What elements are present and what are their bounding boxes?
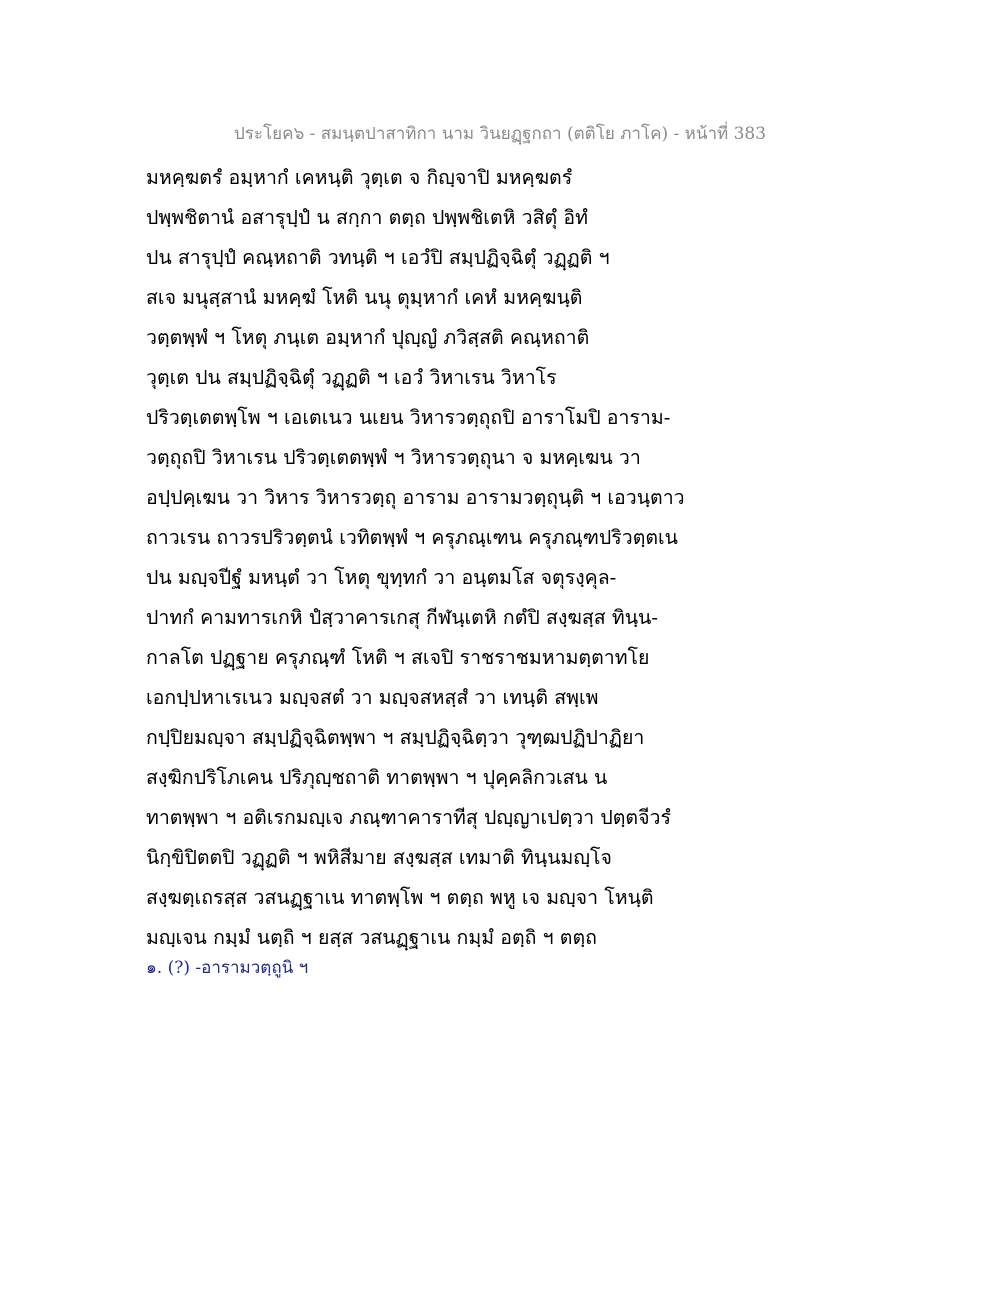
text-line: วตฺตพฺพํ ฯ โหตุ ภนฺเต อมฺหากํ ปุญฺญํ ภวิสฺสติ คณฺหถาติ	[146, 326, 590, 349]
text-line: กปฺปิยมญฺจา สมฺปฏิจฺฉิตพฺพา ฯ สมฺปฏิจฺฉิตฺวา วุฑฺฒปฏิปาฏิยา	[146, 726, 645, 749]
text-line: วุตฺเต ปน สมฺปฏิจฺฉิตุํ วฏฺฏติ ฯ เอวํ วิหาเรน วิหาโร	[146, 366, 557, 389]
text-line: ปน สารุปฺปํ คณฺหถาติ วทนฺติ ฯ เอวํปิ สมฺปฏิจฺฉิตุํ วฏฺฏติ ฯ	[146, 246, 610, 269]
body-text	[146, 158, 746, 958]
text-line: วตฺถุถปิ วิหาเรน ปริวตฺเตตพฺพํ ฯ วิหารวตฺถุนา จ มหคฺเฆน วา	[146, 446, 641, 469]
text-line: ทาตพฺพา ฯ อติเรกมญฺเจ ภณฺฑาคาราทีสุ ปญฺญาเปตฺวา ปตฺตจีวรํ	[146, 806, 671, 829]
text-line: ปน มญฺจปีฐํ มหนฺตํ วา โหตุ ขุทฺทกํ วา อนฺตมโส จตุรงฺคุล-	[146, 566, 617, 589]
text-line: กาลโต ปฏฺฐาย ครุภณฺฑํ โหติ ฯ สเจปิ ราชราชมหามตฺตาทโย	[146, 646, 650, 669]
text-line: สงฺฆิกปริโภเคน ปริภุญฺชถาติ ทาตพฺพา ฯ ปุคฺคลิกวเสน น	[146, 766, 608, 789]
footnote: ๑. (?) -อารามวตฺถูนิ ฯ	[146, 958, 309, 978]
text-line: ปาทกํ คามทารเกหิ ปํสฺวาคารเกสุ กีฬนฺเตหิ กตํปิ สงฺฆสฺส ทินฺน-	[146, 606, 658, 629]
text-line: เอกปฺปหาเรเนว มญฺจสตํ วา มญฺจสหสฺสํ วา เทนฺติ สพฺเพ	[146, 686, 599, 709]
text-line: ปริวตฺเตตพฺโพ ฯ เอเตเนว นเยน วิหารวตฺถุถปิ อาราโมปิ อาราม-	[146, 406, 671, 429]
text-line: ถาวเรน ถาวรปริวตฺตนํ เวทิตพฺพํ ฯ ครุภณฺเฑน ครุภณฺฑปริวตฺตเน	[146, 526, 679, 549]
text-line: สเจ มนุสฺสานํ มหคฺฆํ โหติ นนุ ตุมฺหากํ เคหํ มหคฺฆนฺติ	[146, 286, 583, 309]
page-header: ประโยค๖ - สมนฺตปาสาทิกา นาม วินยฏฺฐกถา (ตติโย ภาโค) - หน้าที่ 383	[233, 124, 767, 144]
text-line: สงฺฆตฺเถรสฺส วสนฏฺฐาเน ทาตพฺโพ ฯ ตตฺถ พหู เจ มญฺจา โหนฺติ	[146, 886, 654, 909]
text-line: อปฺปคฺเฆน วา วิหาร วิหารวตฺถุ อาราม อารามวตฺถุนฺติ ฯ เอวนฺตาว	[146, 486, 685, 509]
text-line: มญฺเจน กมฺมํ นตฺถิ ฯ ยสฺส วสนฏฺฐาเน กมฺมํ อตฺถิ ฯ ตตฺถ	[146, 926, 597, 949]
text-line: นิกฺขิปิตตปิ วฏฺฏติ ฯ พหิสีมาย สงฺฆสฺส เทมาติ ทินฺนมญฺโจ	[146, 846, 612, 869]
text-line: ปพฺพชิตานํ อสารุปฺปํ น สกฺกา ตตฺถ ปพฺพชิเตหิ วสิตุํ อิทํ	[146, 206, 588, 229]
text-line: มหคฺฆตรํ อมฺหากํ เคหนฺติ วุตฺเต จ กิญฺจาปิ มหคฺฆตรํ	[146, 166, 573, 189]
